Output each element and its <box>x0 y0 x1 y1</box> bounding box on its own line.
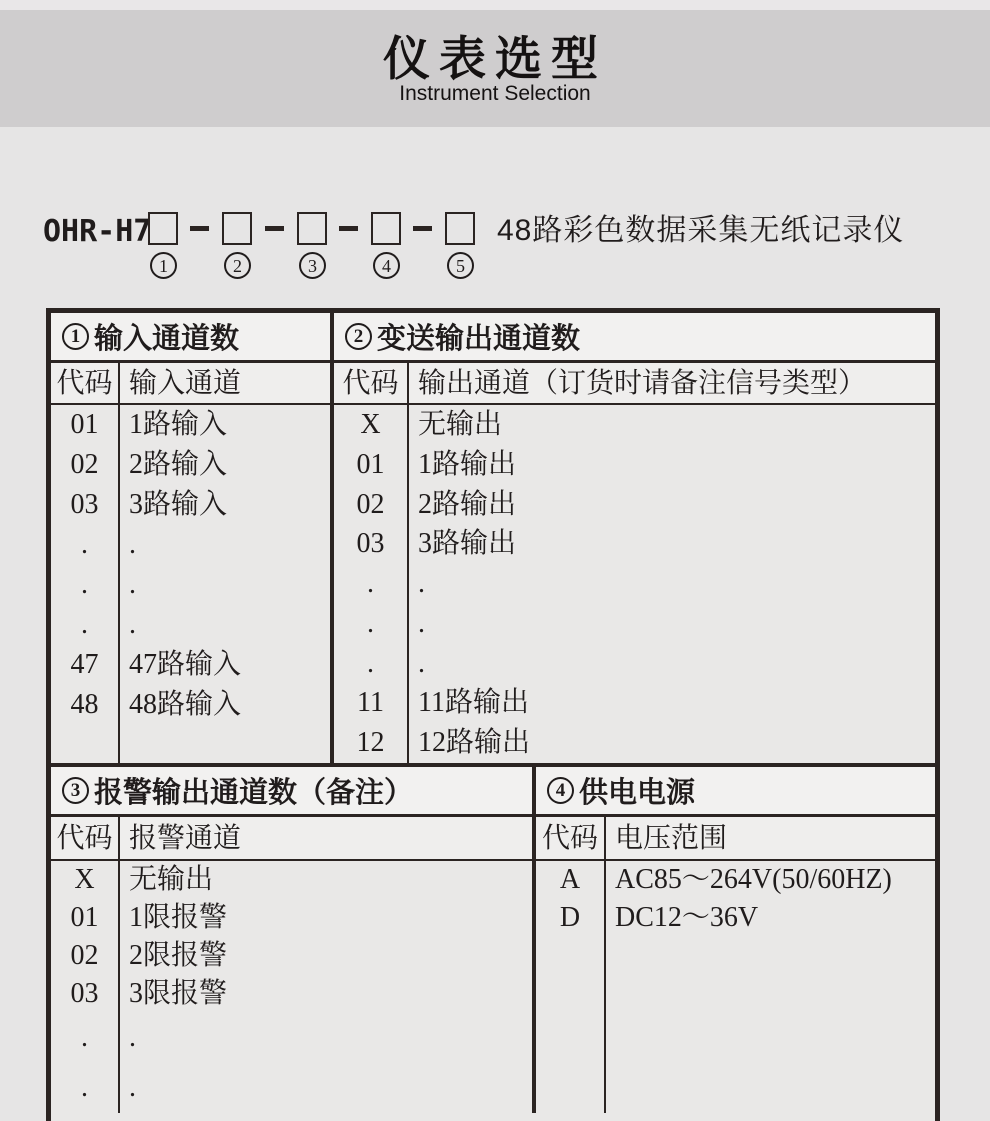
column-header-value: 电压范围 <box>615 823 728 854</box>
value-cell: 1路输出 <box>418 448 517 480</box>
table-row <box>51 445 330 485</box>
model-code-box-4 <box>371 212 401 245</box>
section-header-input <box>51 313 334 360</box>
dash-separator <box>413 226 432 231</box>
position-marker-4: 4 <box>373 252 400 279</box>
input-table-body <box>51 405 334 763</box>
value-cell: . <box>418 647 425 679</box>
section-header-alarm <box>51 767 536 814</box>
value-cell: AC85～264V(50/60HZ) <box>615 864 892 895</box>
code-cell: 03 <box>51 485 120 525</box>
transmit-table-body <box>334 405 935 763</box>
circled-number-icon: 1 <box>62 323 89 350</box>
table-row <box>51 565 330 605</box>
code-cell: . <box>51 525 120 565</box>
dash-separator <box>339 226 358 231</box>
table-body-bottom <box>51 861 935 1113</box>
table-row <box>536 899 935 937</box>
code-cell: 03 <box>51 975 120 1013</box>
code-cell: . <box>51 1013 120 1063</box>
code-cell: . <box>51 605 120 645</box>
table-row <box>334 445 935 485</box>
column-header-code: 代码 <box>334 363 409 403</box>
code-cell: X <box>51 861 120 899</box>
value-cell: 48路输入 <box>129 689 242 720</box>
position-marker-3: 3 <box>299 252 326 279</box>
value-cell: . <box>418 568 425 600</box>
section-header-transmit <box>334 313 935 360</box>
table-row <box>334 723 935 763</box>
section-header-row <box>51 767 935 817</box>
code-cell: X <box>334 405 409 445</box>
code-cell: 02 <box>51 937 120 975</box>
table-row <box>51 937 532 975</box>
column-header-row <box>51 363 935 405</box>
model-code-box-1 <box>148 212 178 245</box>
column-header-row <box>51 817 935 861</box>
code-cell: 02 <box>51 445 120 485</box>
column-header-value: 报警通道 <box>120 817 536 859</box>
column-header-value: 输入通道 <box>120 363 334 403</box>
code-cell: . <box>51 565 120 605</box>
value-cell: 2路输入 <box>129 449 228 480</box>
model-code-box-5 <box>445 212 475 245</box>
code-cell: . <box>334 604 409 644</box>
value-cell: 1路输入 <box>129 409 228 440</box>
section-title: 变送输出通道数 <box>377 323 581 355</box>
circled-number-icon: 4 <box>547 777 574 804</box>
code-cell: 11 <box>334 683 409 723</box>
value-cell: DC12～36V <box>615 902 759 933</box>
circled-number-icon: 2 <box>345 323 372 350</box>
table-row <box>51 861 532 899</box>
power-table-body <box>536 861 935 1113</box>
section-top <box>51 313 935 763</box>
code-cell: 12 <box>334 723 409 763</box>
value-cell: 11路输出 <box>418 687 529 719</box>
code-cell: D <box>536 899 606 937</box>
value-cell: . <box>129 609 136 640</box>
table-row <box>334 564 935 604</box>
table-row <box>51 685 330 725</box>
page-header <box>0 10 990 127</box>
code-cell: 03 <box>334 524 409 564</box>
column-header-code: 代码 <box>536 817 606 859</box>
page-subtitle: Instrument Selection <box>399 82 591 105</box>
code-cell: 48 <box>51 685 120 725</box>
code-cell: 01 <box>334 445 409 485</box>
model-code-box-3 <box>297 212 327 245</box>
model-description: 48路彩色数据采集无纸记录仪 <box>497 214 905 247</box>
value-cell: . <box>418 607 425 639</box>
value-cell: 2路输出 <box>418 488 517 520</box>
code-cell: A <box>536 861 606 899</box>
value-cell: . <box>129 1022 136 1053</box>
code-cell: 01 <box>51 405 120 445</box>
column-header-code: 代码 <box>51 363 120 403</box>
table-row <box>51 975 532 1013</box>
page-title: 仪表选型 <box>383 32 607 85</box>
table-row <box>51 645 330 685</box>
value-cell: . <box>129 529 136 560</box>
column-header-code: 代码 <box>51 817 120 859</box>
position-marker-1: 1 <box>150 252 177 279</box>
table-row <box>536 861 935 899</box>
value-cell: 3限报警 <box>129 978 228 1009</box>
section-title: 输入通道数 <box>94 323 240 355</box>
table-row <box>51 525 330 565</box>
code-cell: 01 <box>51 899 120 937</box>
model-prefix: OHR-H7 <box>43 214 152 249</box>
section-bottom <box>51 763 935 1113</box>
section-title: 报警输出通道数（备注） <box>94 777 414 809</box>
model-code-box-2 <box>222 212 252 245</box>
value-cell: 3路输出 <box>418 528 517 560</box>
value-cell: 2限报警 <box>129 940 228 971</box>
table-row <box>51 605 330 645</box>
table-row <box>334 405 935 445</box>
alarm-table-body <box>51 861 536 1113</box>
table-row <box>334 604 935 644</box>
table-row <box>51 1063 532 1113</box>
table-row <box>334 644 935 684</box>
position-marker-5: 5 <box>447 252 474 279</box>
value-cell: 1限报警 <box>129 902 228 933</box>
selection-table <box>46 308 940 1121</box>
table-row <box>334 485 935 525</box>
table-row <box>334 524 935 564</box>
position-marker-2: 2 <box>224 252 251 279</box>
table-row <box>51 405 330 445</box>
section-title: 供电电源 <box>579 777 696 809</box>
code-cell: . <box>334 564 409 604</box>
section-header-row <box>51 313 935 363</box>
value-cell: 无输出 <box>418 409 503 440</box>
code-cell: . <box>51 1063 120 1113</box>
table-row <box>51 485 330 525</box>
value-cell: . <box>129 569 136 600</box>
table-row <box>51 899 532 937</box>
value-cell: 47路输入 <box>129 649 242 680</box>
column-header-value: 输出通道（订货时请备注信号类型） <box>418 368 867 399</box>
code-cell: 02 <box>334 485 409 525</box>
value-cell: 无输出 <box>129 864 214 895</box>
dash-separator <box>265 226 284 231</box>
empty-row <box>536 937 935 1113</box>
value-cell: 12路输出 <box>418 727 531 759</box>
table-row <box>51 1013 532 1063</box>
dash-separator <box>190 226 209 231</box>
circled-number-icon: 3 <box>62 777 89 804</box>
code-cell: . <box>334 644 409 684</box>
table-body-top <box>51 405 935 763</box>
section-header-power <box>536 767 935 814</box>
value-cell: 3路输入 <box>129 489 228 520</box>
top-strip <box>0 0 990 10</box>
code-cell: 47 <box>51 645 120 685</box>
value-cell: . <box>129 1072 136 1103</box>
table-row <box>334 683 935 723</box>
empty-row <box>51 725 330 763</box>
